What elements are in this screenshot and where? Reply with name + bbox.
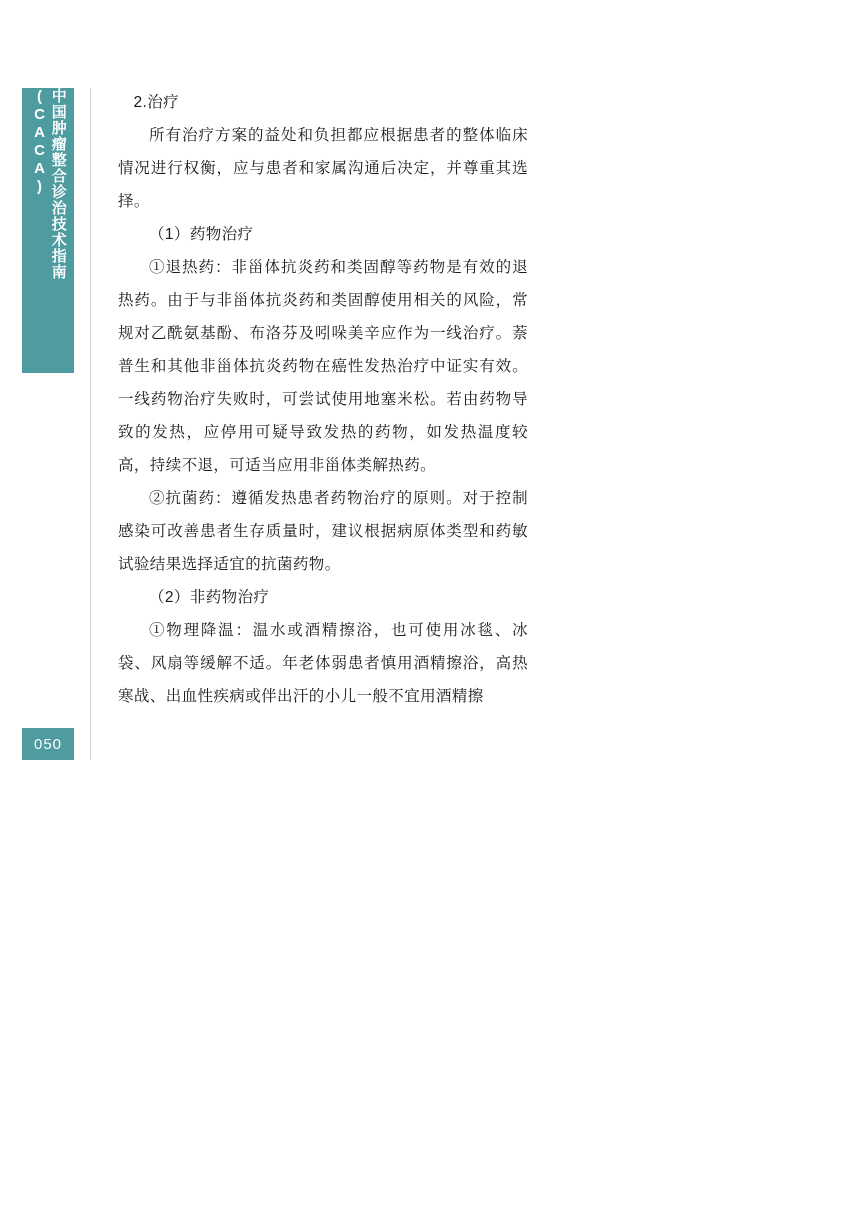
paragraph: 所有治疗方案的益处和负担都应根据患者的整体临床情况进行权衡，应与患者和家属沟通后决定，并尊重其选择。 [118, 127, 528, 210]
page-number: 050 [33, 735, 63, 753]
subsection-heading-drug-therapy: （1）药物治疗 [149, 226, 254, 243]
body-text-column [118, 86, 528, 713]
subsection-heading-non-drug-therapy: （2）非药物治疗 [149, 589, 270, 606]
paragraph: ②抗菌药：遵循发热患者药物治疗的原则。对于控制感染可改善患者生存质量时，建议根据病原体类型和药敏试验结果选择适宜的抗菌药物。 [118, 490, 528, 573]
book-title-vertical: 中国肿瘤整合诊治技术指南(CACA) [31, 88, 67, 280]
paragraph: ①物理降温：温水或酒精擦浴，也可使用冰毯、冰袋、风扇等缓解不适。年老体弱患者慎用酒精擦浴，高热寒战、出血性疾病或伴出汗的小儿一般不宜用酒精擦 [118, 622, 528, 705]
section-heading: 2.治疗 [133, 94, 180, 111]
column-divider [90, 88, 91, 760]
page-number-badge [22, 728, 74, 760]
paragraph: ①退热药：非甾体抗炎药和类固醇等药物是有效的退热药。由于与非甾体抗炎药和类固醇使用相关的风险，常规对乙酰氨基酚、布洛芬及吲哚美辛应作为一线治疗。萘普生和其他非甾体抗炎药物在癌性发热治疗中证实有效。一线药物治疗失败时，可尝试使用地塞米松。若由药物导致的发热，应停用可疑导致发热的药物，如发热温度较高，持续不退，可适当应用非甾体类解热药。 [118, 259, 528, 474]
